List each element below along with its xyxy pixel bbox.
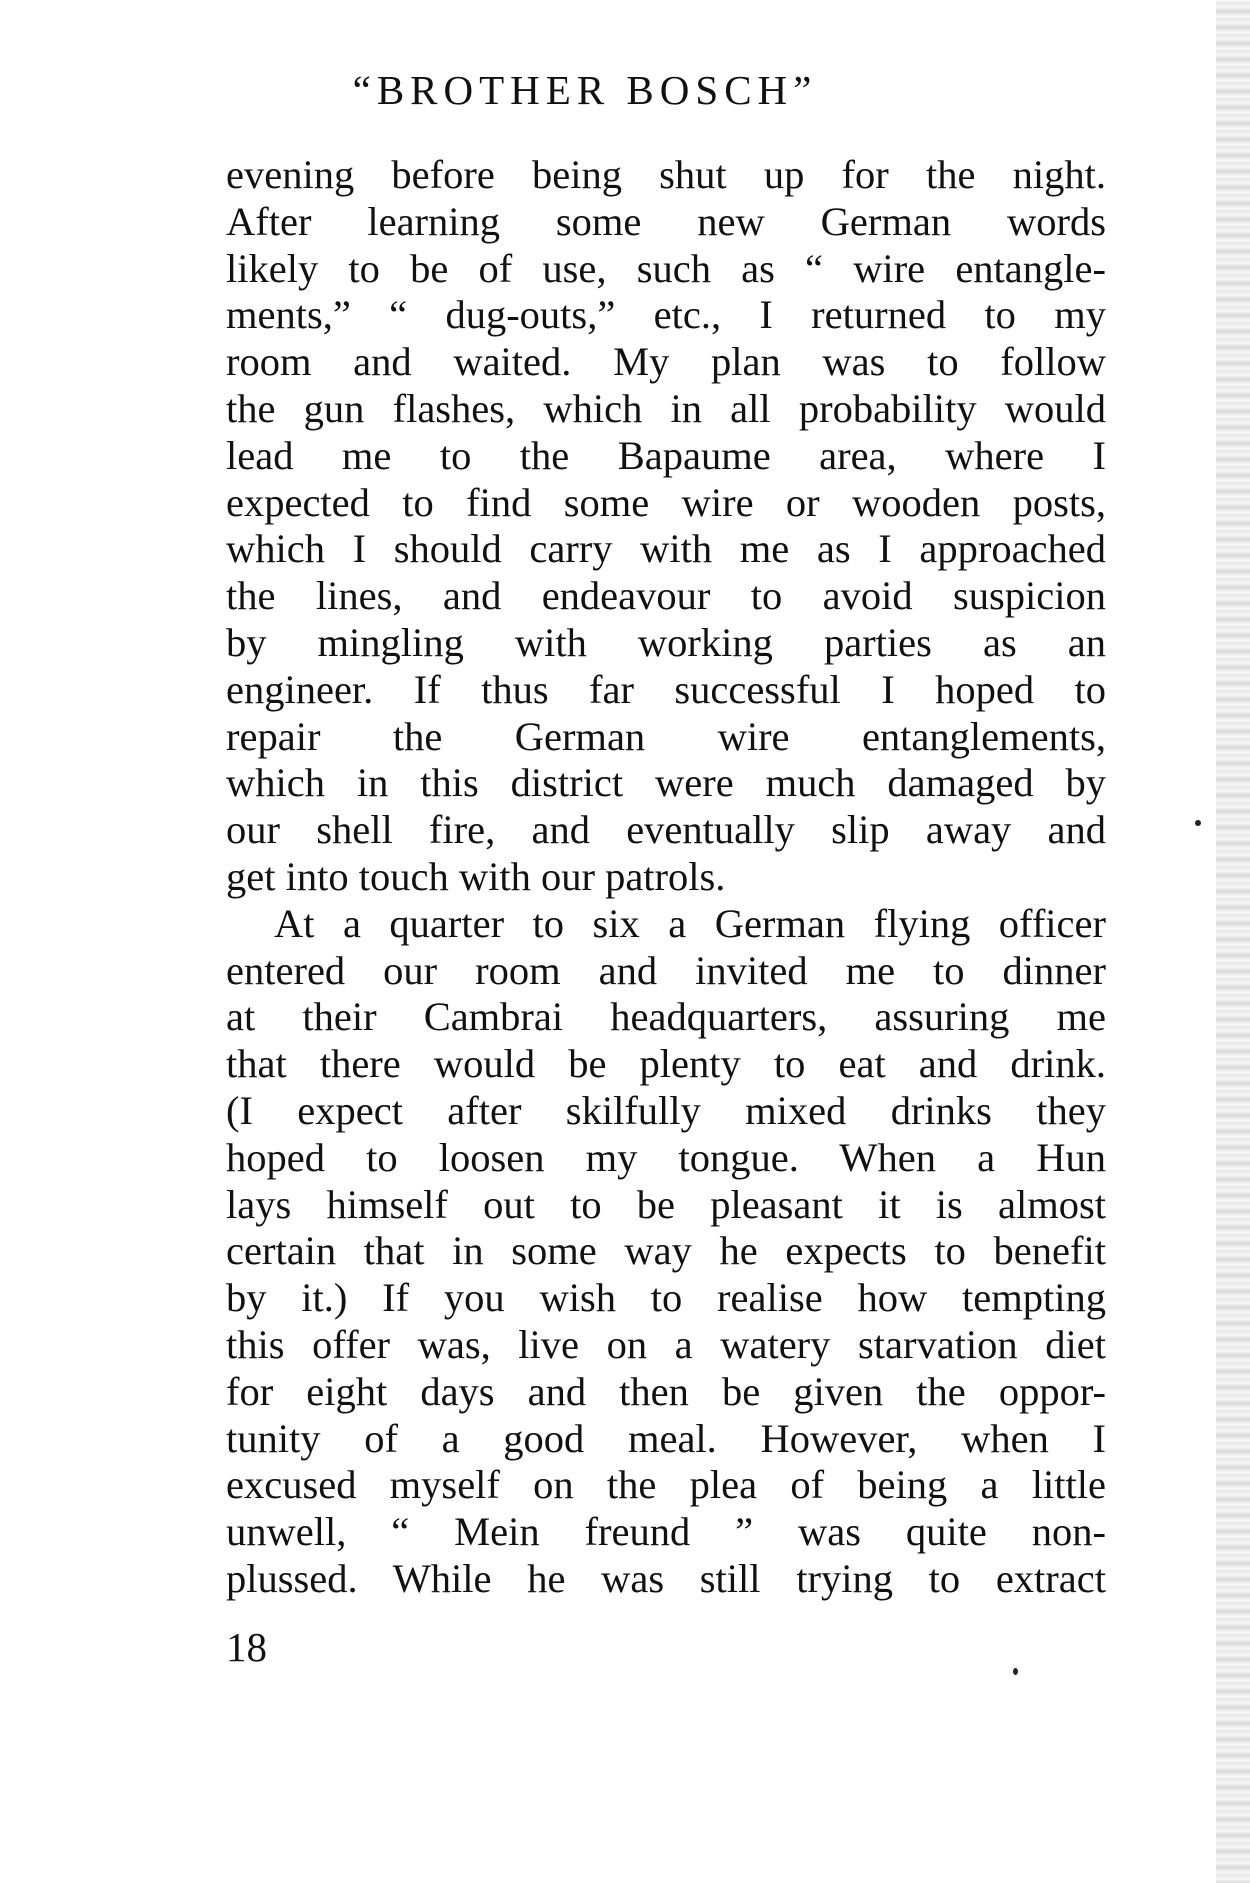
text-line: lays himself out to be pleasant it is almost	[226, 1181, 1106, 1227]
text-line: likely to be of use, such as “ wire entangle-	[226, 245, 1106, 291]
text-line: room and waited. My plan was to follow	[226, 339, 1106, 385]
text-line: engineer. If thus far successful I hoped to	[226, 666, 1106, 712]
text-line: that there would be plenty to eat and drink.	[226, 1041, 1106, 1087]
text-line: excused myself on the plea of being a little	[226, 1462, 1106, 1508]
text-line: the gun flashes, which in all probability would	[226, 385, 1106, 431]
text-line: which I should carry with me as I approached	[226, 526, 1106, 572]
scan-speck	[1013, 1668, 1018, 1675]
text-line: hoped to loosen my tongue. When a Hun	[226, 1134, 1106, 1180]
text-line: unwell, “ Mein freund ” was quite non-	[226, 1509, 1106, 1555]
text-line: plussed. While he was still trying to extract	[226, 1555, 1106, 1601]
text-line: which in this district were much damaged by	[226, 760, 1106, 806]
page-number: 18	[226, 1624, 267, 1670]
text-line: for eight days and then be given the oppor-	[226, 1368, 1106, 1414]
text-line: expected to find some wire or wooden posts,	[226, 479, 1106, 525]
text-line: certain that in some way he expects to benefit	[226, 1228, 1106, 1274]
text-line: tunity of a good meal. However, when I	[226, 1415, 1106, 1461]
scan-speck	[1195, 820, 1201, 826]
text-line: get into touch with our patrols.	[226, 853, 726, 899]
text-line: by it.) If you wish to realise how tempting	[226, 1275, 1106, 1321]
text-line: repair the German wire entanglements,	[226, 713, 1106, 759]
text-line: (I expect after skilfully mixed drinks they	[226, 1087, 1106, 1133]
text-line: the lines, and endeavour to avoid suspicion	[226, 573, 1106, 619]
text-line: At a quarter to six a German flying officer	[274, 900, 1106, 946]
running-head: “BROTHER BOSCH”	[352, 67, 818, 113]
text-line: our shell fire, and eventually slip away and	[226, 807, 1106, 853]
page-edge-shadow	[1216, 0, 1250, 1883]
body-text	[226, 152, 1106, 1603]
text-line: by mingling with working parties as an	[226, 619, 1106, 665]
text-line: at their Cambrai headquarters, assuring me	[226, 994, 1106, 1040]
text-line: this offer was, live on a watery starvation diet	[226, 1321, 1106, 1367]
text-line: After learning some new German words	[226, 198, 1106, 244]
text-line: ments,” “ dug-outs,” etc., I returned to my	[226, 292, 1106, 338]
text-line: evening before being shut up for the night.	[226, 152, 1106, 197]
text-line: lead me to the Bapaume area, where I	[226, 432, 1106, 478]
text-line: entered our room and invited me to dinner	[226, 947, 1106, 993]
